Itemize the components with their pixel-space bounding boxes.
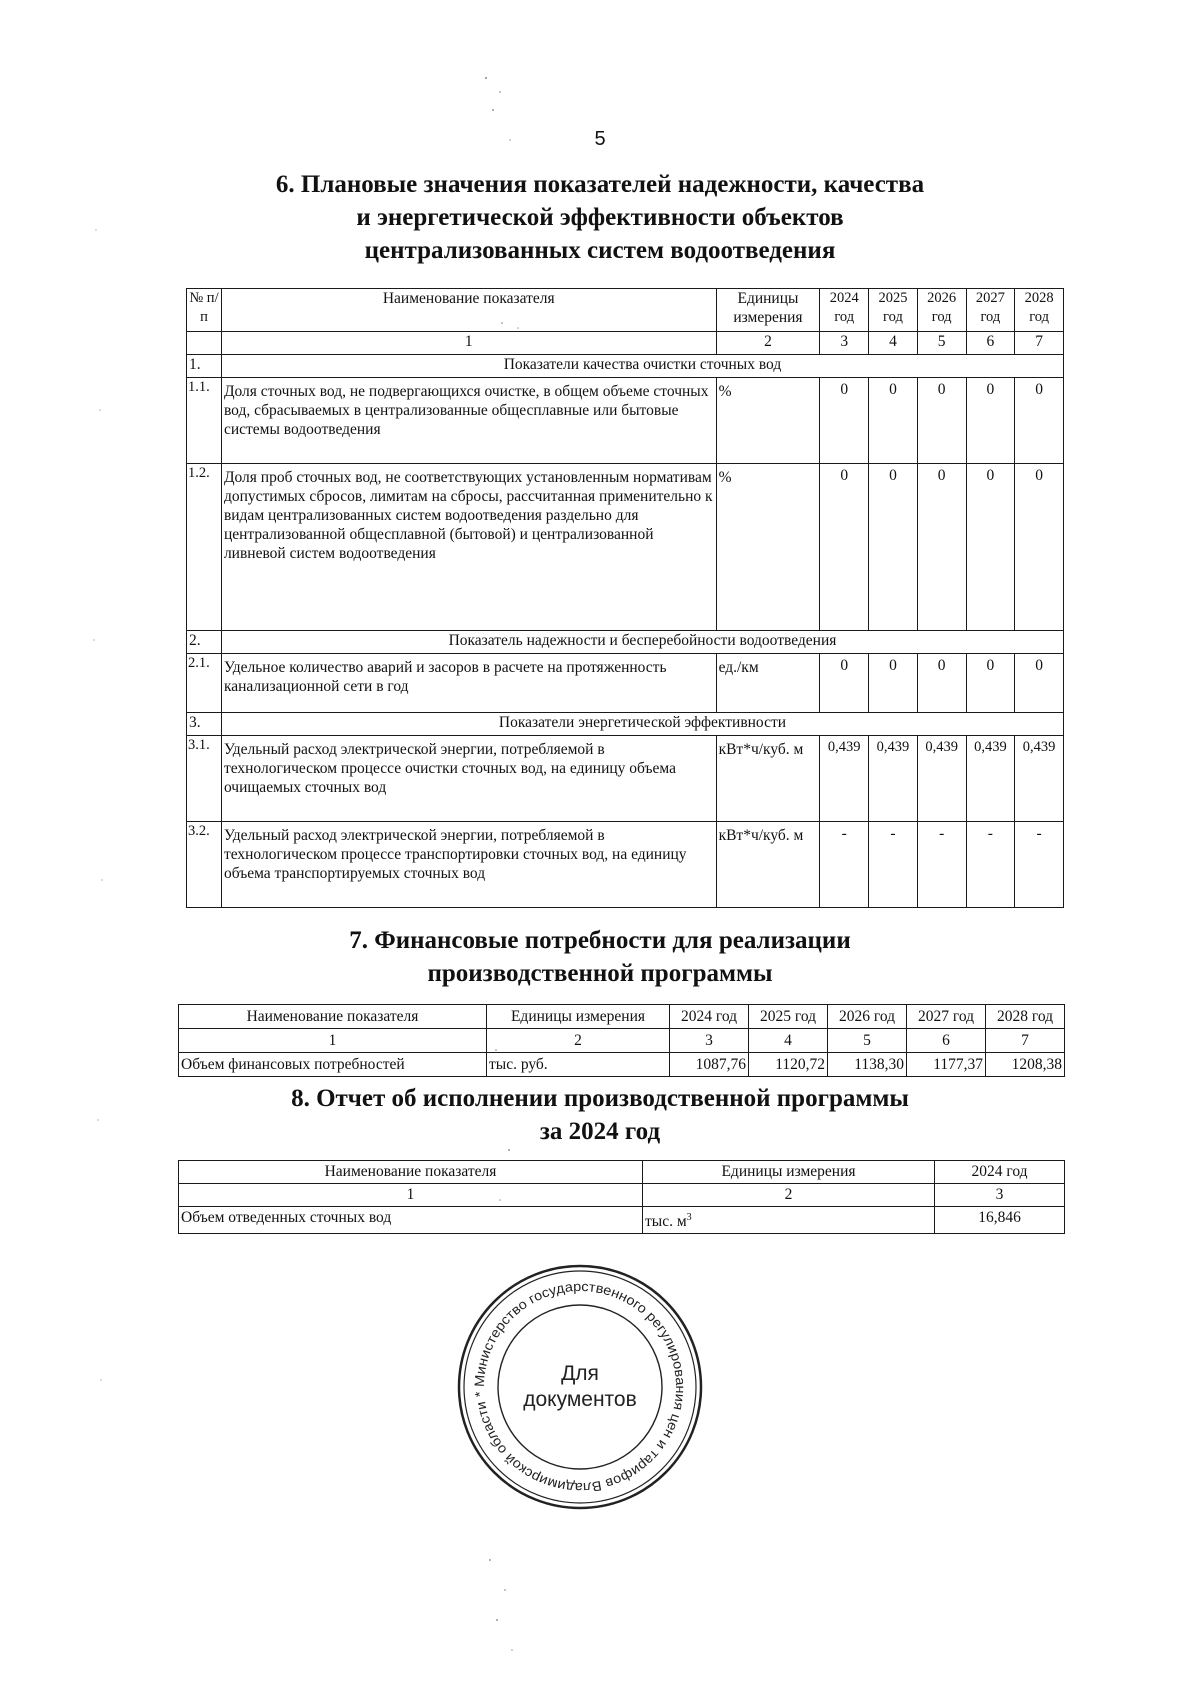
stamp-center-line-1: Для [561,1362,599,1385]
left-edge-noise [93,229,103,1381]
group-row [187,631,1064,654]
header-year: 2024 год [670,1005,749,1029]
header-name: Наименование показателя [179,1005,487,1029]
header-year: 2026 год [828,1005,907,1029]
column-number: 2 [487,1029,670,1053]
header-year: 2027 год [966,289,1015,332]
table-row [187,378,1064,464]
row-value: 0 [966,464,1015,631]
column-number: 1 [221,332,716,355]
row-unit [643,1207,935,1234]
header-year: 2024 год [820,289,869,332]
group-row [187,355,1064,378]
stamp-outer-ring [459,1266,701,1508]
row-unit-superscript: 3 [686,1212,692,1223]
row-value: 0 [917,464,966,631]
column-number [187,332,222,355]
row-value: 0 [966,378,1015,464]
row-unit: % [716,464,820,631]
header-year: 2024 год [935,1161,1065,1184]
row-value: - [820,822,869,908]
group-title: Показатели энергетической эффективности [221,713,1063,736]
header-num: № п/п [187,289,222,332]
table-row [187,736,1064,822]
section8-title [150,1082,1050,1148]
row-value: 0 [1015,654,1064,713]
page-number: 5 [594,128,606,150]
column-number: 7 [986,1029,1065,1053]
group-num: 1. [187,355,222,378]
column-number: 7 [1015,332,1064,355]
header-unit: Единицы измерения [487,1005,670,1029]
column-number-row [179,1184,1065,1207]
column-number: 4 [869,332,918,355]
row-num: 1.1. [187,378,222,464]
row-value: 0 [1015,464,1064,631]
row-name: Объем отведенных сточных вод [179,1207,643,1234]
header-year: 2028 год [986,1005,1065,1029]
table-row [187,654,1064,713]
group-title: Показатели качества очистки сточных вод [221,355,1063,378]
column-number: 4 [749,1029,828,1053]
column-number: 6 [907,1029,986,1053]
row-value: 0 [917,378,966,464]
row-value: - [917,822,966,908]
section6-title [150,168,1050,267]
header-unit: Единицы измерения [643,1161,935,1184]
official-stamp [455,1262,705,1512]
column-number-row [187,332,1064,355]
row-name: Удельное количество аварий и засоров в расчете на протяженность канализационной сети в год [221,654,716,713]
column-number: 1 [179,1029,487,1053]
section6-title-line: 6. Плановые значения показателей надежности, качества [275,171,925,198]
header-unit: Единицы измерения [716,289,820,332]
stamp-ring-textpath: Министерство государственного регулирования цен и тарифов Владимирской области * [471,1278,689,1496]
row-value: 0 [1015,378,1064,464]
row-value: 0 [917,654,966,713]
section7-title-line: производственной программы [427,960,773,987]
column-number: 6 [966,332,1015,355]
stamp-ring-text [472,1279,688,1495]
row-value: 0,439 [820,736,869,822]
row-unit: тыс. руб. [487,1053,670,1077]
row-name: Удельный расход электрической энергии, потребляемой в технологическом процессе транспортировки сточных вод, на единицу объема транспортируемых сточных вод [221,822,716,908]
group-row [187,713,1064,736]
row-unit: кВт*ч/куб. м [716,736,820,822]
row-num: 2.1. [187,654,222,713]
row-value: 16,846 [935,1207,1065,1234]
column-number: 1 [179,1184,643,1207]
table-row [187,464,1064,631]
header-year: 2025 год [869,289,918,332]
column-number: 5 [917,332,966,355]
row-value: 0 [869,378,918,464]
section8-title-line: за 2024 год [539,1118,661,1145]
row-value: 1138,30 [828,1053,907,1077]
row-value: - [869,822,918,908]
header-name: Наименование показателя [179,1161,643,1184]
row-value: 0 [820,654,869,713]
header-name: Наименование показателя [221,289,716,332]
row-value: 1177,37 [907,1053,986,1077]
column-number: 5 [828,1029,907,1053]
section6-title-line: централизованных систем водоотведения [364,237,836,264]
row-value: 1208,38 [986,1053,1065,1077]
group-num: 2. [187,631,222,654]
row-value: 1087,76 [670,1053,749,1077]
row-value: - [1015,822,1064,908]
row-value: 0 [869,464,918,631]
table-row [187,822,1064,908]
row-unit: ед./км [716,654,820,713]
table-row [179,1207,1065,1234]
group-num: 3. [187,713,222,736]
table-header-row [179,1161,1065,1184]
table-header-row [187,289,1064,332]
section6-title-line: и энергетической эффективности объектов [356,204,844,231]
row-value: 0 [869,654,918,713]
row-value: 0,439 [917,736,966,822]
column-number: 3 [820,332,869,355]
section8-table [178,1160,1065,1234]
row-value: 1120,72 [749,1053,828,1077]
header-year: 2028 год [1015,289,1064,332]
row-value: 0 [966,654,1015,713]
table-header-row [179,1005,1065,1029]
section8-title-line: 8. Отчет об исполнении производственной программы [291,1085,909,1112]
group-title: Показатель надежности и бесперебойности водоотведения [221,631,1063,654]
row-unit: % [716,378,820,464]
section7-title [150,924,1050,990]
section7-table [178,1004,1065,1077]
row-name: Доля сточных вод, не подвергающихся очистке, в общем объеме сточных вод, сбрасываемых в централизованные общесплавные или бытовые системы водоотведения [221,378,716,464]
row-value: 0 [820,464,869,631]
section7-title-line: 7. Финансовые потребности для реализации [349,927,851,954]
row-value: - [966,822,1015,908]
stamp-center-line-2: документов [523,1388,637,1411]
row-name: Удельный расход электрической энергии, потребляемой в технологическом процессе очистки сточных вод, на единицу объема очищаемых сточных вод [221,736,716,822]
row-name: Объем финансовых потребностей [179,1053,487,1077]
row-unit: кВт*ч/куб. м [716,822,820,908]
row-name: Доля проб сточных вод, не соответствующих установленным нормативам допустимых сбросов, лимитам на сбросы, рассчитанная применительно к видам централизованных систем водоотведения раздельно для централизованной общесплавной (бытовой) и централизованной ливневой систем водоотведения [221,464,716,631]
section6-table [186,288,1064,908]
table-row [179,1053,1065,1077]
header-year: 2027 год [907,1005,986,1029]
row-num: 1.2. [187,464,222,631]
stamp-outer-ring-inner [464,1271,696,1503]
column-number: 2 [643,1184,935,1207]
row-value: 0 [820,378,869,464]
row-num: 3.2. [187,822,222,908]
header-year: 2025 год [749,1005,828,1029]
header-year: 2026 год [917,289,966,332]
stamp-inner-ring [498,1305,662,1469]
row-value: 0,439 [1015,736,1064,822]
row-num: 3.1. [187,736,222,822]
column-number: 2 [716,332,820,355]
column-number: 3 [670,1029,749,1053]
column-number-row [179,1029,1065,1053]
row-value: 0,439 [869,736,918,822]
column-number: 3 [935,1184,1065,1207]
row-unit-base: тыс. м [645,1213,687,1231]
row-value: 0,439 [966,736,1015,822]
